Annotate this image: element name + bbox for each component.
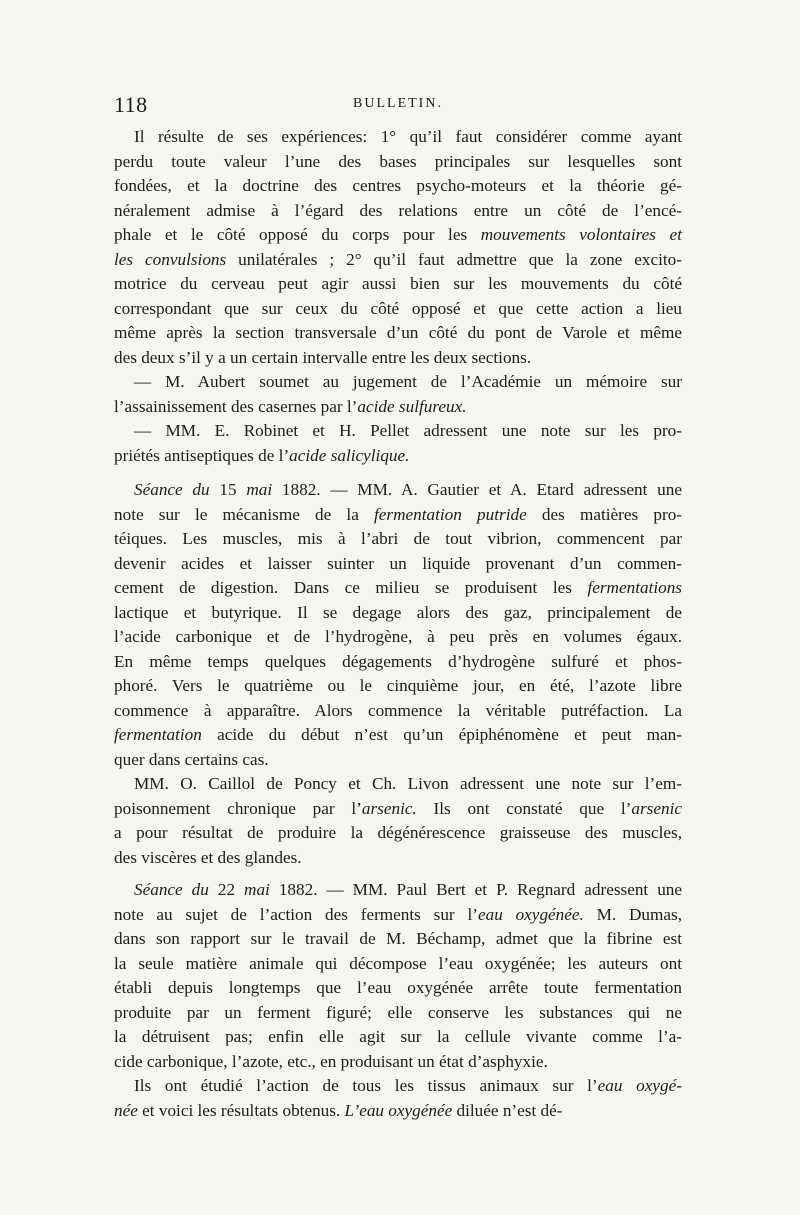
text-line xyxy=(114,927,682,952)
text-run: unilatérales ; 2° qu’il faut admettre que la zone excito- xyxy=(226,249,682,269)
text-line xyxy=(114,601,682,626)
text-run: des deux s’il y a un certain intervalle entre les deux sections. xyxy=(114,347,532,367)
text-run: la détruisent pas; enfin elle agit sur la cellule vivante comme l’a- xyxy=(114,1027,682,1046)
text-run: 1882. — MM. A. Gautier et A. Etard adressent une xyxy=(272,480,683,499)
text-line xyxy=(114,223,682,248)
text-run: — M. Aubert soumet au jugement de l’Académie un mémoire sur xyxy=(134,372,682,391)
text-line xyxy=(114,321,682,346)
text-line xyxy=(114,150,682,175)
text-line xyxy=(114,248,682,273)
text-run: 22 xyxy=(208,880,245,899)
italic-text: acide sulfureux. xyxy=(357,396,467,416)
text-line xyxy=(114,952,682,977)
text-run: diluée n’est dé- xyxy=(452,1100,563,1120)
italic-text: eau oxygénée. xyxy=(477,904,584,924)
italic-text: arsenic xyxy=(631,798,682,818)
text-run: Ils ont étudié l’action de tous les tissus animaux sur l’ xyxy=(134,1076,598,1095)
text-run: motrice du cerveau peut agir aussi bien sur les mouvements du côté xyxy=(114,274,682,293)
paragraph-p3 xyxy=(114,419,682,468)
italic-text: acide salicylique. xyxy=(289,445,410,465)
text-run: perdu toute valeur l’une des bases principales sur lesquelles sont xyxy=(114,151,682,171)
text-run: dans son rapport sur le travail de M. Béchamp, admet que la fibrine est xyxy=(114,929,682,948)
text-run: 1882. — MM. Paul Bert et P. Regnard adressent une xyxy=(269,880,683,899)
text-run: quer dans certains cas. xyxy=(114,749,269,769)
text-run: commence à apparaître. Alors commence la véritable putréfaction. La xyxy=(114,700,682,720)
page-body xyxy=(114,125,682,1123)
italic-text: mai xyxy=(246,480,273,499)
italic-text: L’eau oxygénée xyxy=(344,1100,453,1120)
text-run: l’acide carbonique et de l’hydrogène, à peu près en volumes égaux. xyxy=(114,627,682,646)
text-run: acide du début n’est qu’un épiphénomène et peut man- xyxy=(201,725,682,744)
text-line xyxy=(114,1001,682,1026)
page-header xyxy=(114,92,682,118)
text-line xyxy=(114,846,682,871)
text-line xyxy=(114,797,682,822)
text-line xyxy=(114,1050,682,1075)
text-run: Il résulte de ses expériences: 1° qu’il faut considérer comme ayant xyxy=(134,127,682,146)
text-run: cide carbonique, l’azote, etc., en produisant un état d’asphyxie. xyxy=(114,1051,548,1071)
italic-text: Séance du xyxy=(134,880,209,899)
text-run: l’assainissement des casernes par l’ xyxy=(114,396,358,416)
text-run: devenir acides et laisser suinter un liquide provenant d’un commen- xyxy=(114,553,682,573)
text-run: poisonnement chronique par l’ xyxy=(114,798,362,818)
text-run: même après la section transversale d’un côté du pont de Varole et même xyxy=(114,323,682,342)
text-line xyxy=(114,1025,682,1050)
text-line xyxy=(114,346,682,371)
text-run: néralement admise à l’égard des relations entre un côté de l’encé- xyxy=(114,200,682,220)
text-line xyxy=(114,723,682,748)
text-run: Ils ont constaté que l’ xyxy=(416,798,632,818)
text-run: et voici les résultats obtenus. xyxy=(137,1100,345,1120)
text-run: note au sujet de l’action des ferments sur l’ xyxy=(114,904,478,924)
italic-text: mai xyxy=(244,880,270,899)
text-line xyxy=(114,699,682,724)
text-run: produite par un ferment figuré; elle conserve les substances qui ne xyxy=(114,1002,682,1022)
text-run: phoré. Vers le quatrième ou le cinquième jour, en été, l’azote libre xyxy=(114,676,682,695)
paragraph-p5 xyxy=(114,772,682,870)
paragraph-p1 xyxy=(114,125,682,370)
text-line xyxy=(114,444,682,469)
text-line xyxy=(114,625,682,650)
text-run: — MM. E. Robinet et H. Pellet adressent une note sur les pro- xyxy=(134,421,682,440)
text-line xyxy=(114,478,682,503)
text-line xyxy=(114,297,682,322)
paragraph-p6 xyxy=(114,878,682,1074)
text-line xyxy=(114,650,682,675)
text-run: MM. O. Caillol de Poncy et Ch. Livon adressent une note sur l’em- xyxy=(134,774,682,793)
text-run: établi depuis longtemps que l’eau oxygénée arrête toute fermentation xyxy=(114,978,682,997)
text-line xyxy=(114,1074,682,1099)
text-line xyxy=(114,527,682,552)
text-run: correspondant que sur ceux du côté opposé et que cette action a lieu xyxy=(114,298,682,318)
text-run: des viscères et des glandes. xyxy=(114,847,302,867)
text-run: fondées, et la doctrine des centres psycho-moteurs et la théorie gé- xyxy=(114,176,682,195)
italic-text: fermentation xyxy=(114,725,202,744)
text-line xyxy=(114,748,682,773)
text-run: lactique et butyrique. Il se degage alors des gaz, principalement de xyxy=(114,602,682,622)
paragraph-p4 xyxy=(114,478,682,772)
page-number: 118 xyxy=(114,92,148,117)
text-run: téiques. Les muscles, mis à l’abri de tout vibrion, commencent par xyxy=(114,529,682,548)
text-line xyxy=(114,903,682,928)
text-run: 15 xyxy=(209,480,247,499)
text-run: des matières pro- xyxy=(526,504,683,524)
text-run: priétés antiseptiques de l’ xyxy=(114,445,290,465)
text-line xyxy=(114,976,682,1001)
italic-text: Séance du xyxy=(134,480,210,499)
text-line xyxy=(114,878,682,903)
text-line xyxy=(114,821,682,846)
italic-text: arsenic. xyxy=(361,798,417,818)
text-line xyxy=(114,199,682,224)
text-line xyxy=(114,419,682,444)
text-run: phale et le côté opposé du corps pour les xyxy=(114,225,481,244)
italic-text: eau oxygé- xyxy=(597,1076,682,1095)
paragraph-p7 xyxy=(114,1074,682,1123)
italic-text: née xyxy=(114,1100,138,1120)
text-line xyxy=(114,370,682,395)
italic-text: les convulsions xyxy=(114,249,227,269)
text-line xyxy=(114,125,682,150)
text-line xyxy=(114,772,682,797)
text-line xyxy=(114,1099,682,1124)
text-run: cement de digestion. Dans ce milieu se produisent les xyxy=(114,578,588,597)
paragraph-p2 xyxy=(114,370,682,419)
italic-text: fermentations xyxy=(587,578,682,597)
text-run: note sur le mécanisme de la xyxy=(114,504,375,524)
text-line xyxy=(114,503,682,528)
text-run: M. Dumas, xyxy=(583,904,682,924)
text-run: En même temps quelques dégagements d’hydrogène sulfuré et phos- xyxy=(114,651,682,671)
text-line xyxy=(114,174,682,199)
running-title: BULLETIN. xyxy=(353,96,443,111)
text-run: la seule matière animale qui décompose l’eau oxygénée; les auteurs ont xyxy=(114,953,682,973)
text-line xyxy=(114,674,682,699)
italic-text: mouvements volontaires et xyxy=(480,225,682,244)
text-run: a pour résultat de produire la dégénérescence graisseuse des muscles, xyxy=(114,823,682,842)
text-line xyxy=(114,272,682,297)
text-line xyxy=(114,395,682,420)
text-line xyxy=(114,552,682,577)
italic-text: fermentation putride xyxy=(374,504,527,524)
text-line xyxy=(114,576,682,601)
